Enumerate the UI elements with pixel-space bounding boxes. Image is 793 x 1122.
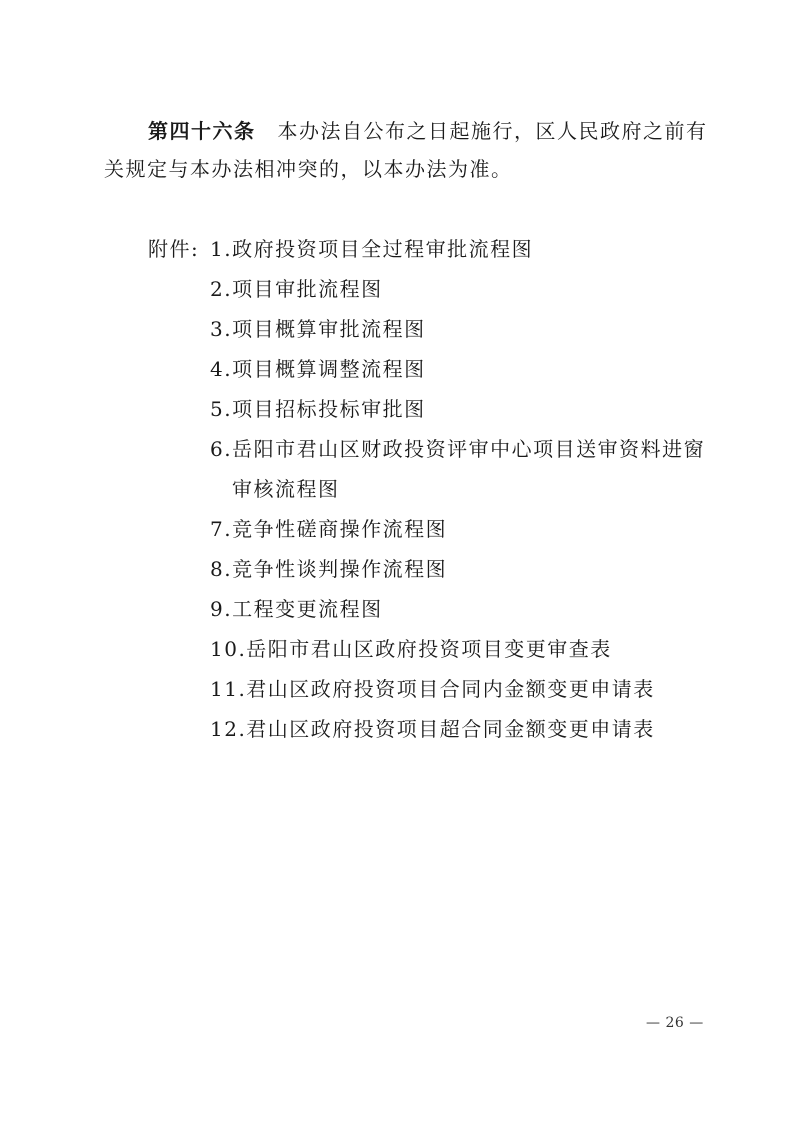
attachment-item: 3.项目概算审批流程图 <box>210 317 426 341</box>
attachment-item: 11.君山区政府投资项目合同内金额变更申请表 <box>210 677 655 701</box>
attachment-item: 7.竞争性磋商操作流程图 <box>210 517 448 541</box>
attachment-item: 5.项目招标投标审批图 <box>210 397 426 421</box>
attachment-item-continuation: 审核流程图 <box>232 477 340 501</box>
attachment-item: 1.政府投资项目全过程审批流程图 <box>210 237 534 261</box>
attachment-item: 12.君山区政府投资项目超合同金额变更申请表 <box>210 717 655 741</box>
attachment-item: 10.岳阳市君山区政府投资项目变更审查表 <box>210 637 612 661</box>
attachments-list <box>210 229 705 749</box>
attachment-item: 6.岳阳市君山区财政投资评审中心项目送审资料进窗 <box>210 437 706 461</box>
article-text-1: 本办法自公布之日起施行，区人民政府之前有 <box>277 119 708 143</box>
article-line-2: 关规定与本办法相冲突的，以本办法为准。 <box>104 157 513 181</box>
page-number: — 26 — <box>646 1015 704 1031</box>
article-line-1 <box>104 112 708 150</box>
article-46 <box>104 112 708 188</box>
attachment-item: 2.项目审批流程图 <box>210 277 383 301</box>
attachment-item: 8.竞争性谈判操作流程图 <box>210 557 448 581</box>
attachment-item: 4.项目概算调整流程图 <box>210 357 426 381</box>
attachment-item: 9.工程变更流程图 <box>210 597 383 621</box>
attachments-label: 附件: <box>148 237 200 261</box>
article-number: 第四十六条 <box>148 119 256 143</box>
